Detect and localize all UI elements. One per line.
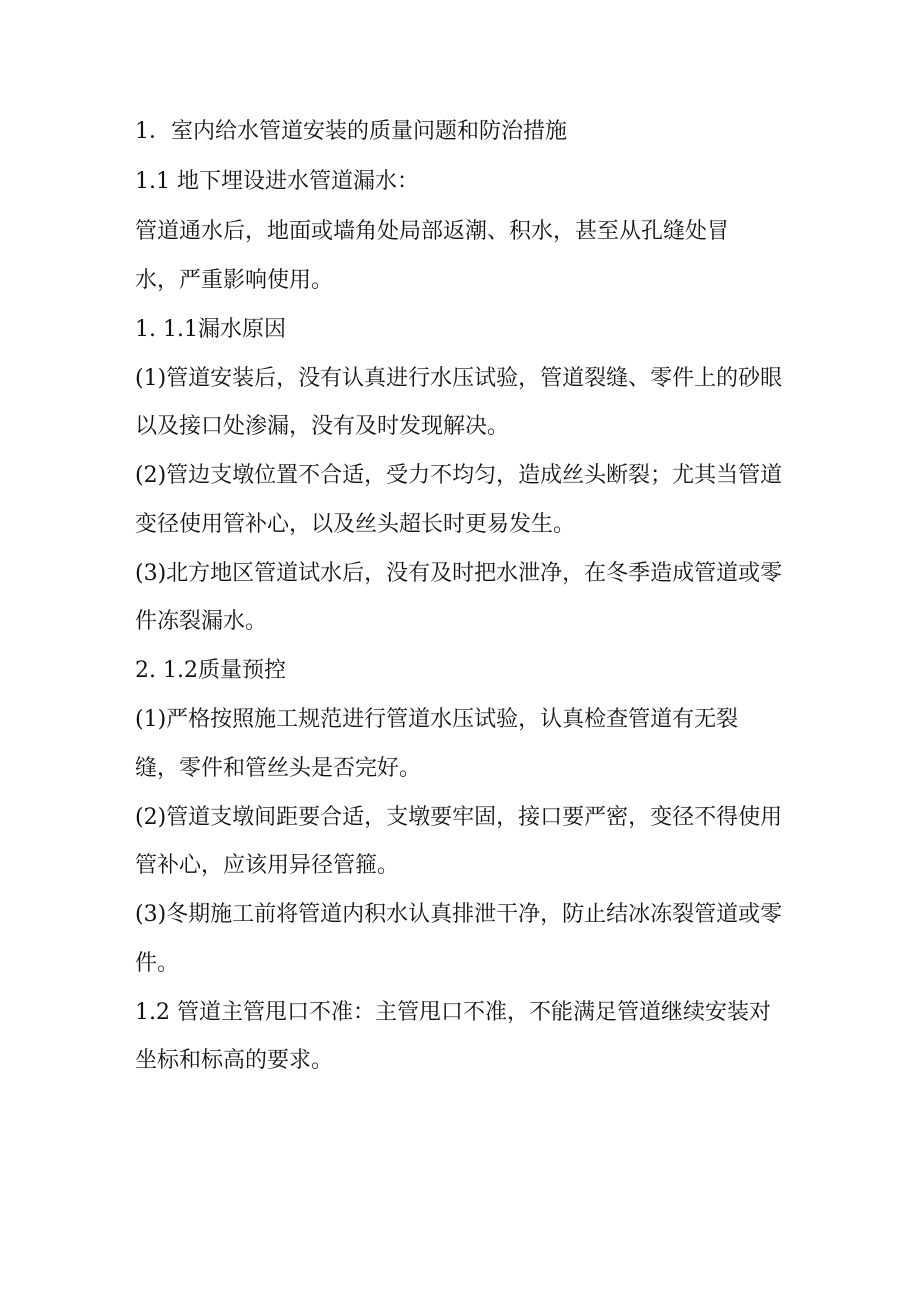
paragraph-line: 变径使用管补心，以及丝头超长时更易发生。 [135, 512, 576, 537]
paragraph-line: 管道通水后，地面或墙角处局部返潮、积水，甚至从孔缝处冒 [135, 219, 730, 244]
paragraph-line: (2)管边支墩位置不合适，受力不均匀，造成丝头断裂；尤其当管道 [135, 463, 783, 488]
paragraph-line: 以及接口处渗漏，没有及时发现解决。 [135, 414, 510, 439]
paragraph-line: 缝，零件和管丝头是否完好。 [135, 756, 422, 781]
paragraph-line: 管补心，应该用异径管箍。 [135, 853, 400, 878]
heading-section-1: 1．室内给水管道安装的质量问题和防治措施 [135, 119, 567, 144]
paragraph-line: (3)北方地区管道试水后，没有及时把水泄净，在冬季造成管道或零 [135, 561, 783, 586]
paragraph-line: 水，严重影响使用。 [135, 268, 334, 293]
heading-1-1: 1.1 地下埋设进水管道漏水： [135, 169, 419, 194]
paragraph-line: (2)管道支墩间距要合适，支墩要牢固，接口要严密，变径不得使用 [135, 805, 783, 830]
paragraph-line: (3)冬期施工前将管道内积水认真排泄干净，防止结冰冻裂管道或零 [135, 902, 783, 927]
paragraph-line: (1)严格按照施工规范进行管道水压试验，认真检查管道有无裂 [135, 707, 739, 732]
paragraph-line: 坐标和标高的要求。 [135, 1048, 334, 1073]
heading-1-1-1: 1. 1.1漏水原因 [135, 317, 286, 342]
heading-1-2: 1.2 管道主管甩口不准：主管甩口不准，不能满足管道继续安装对 [135, 1000, 771, 1025]
paragraph-line: 件冻裂漏水。 [135, 609, 268, 634]
paragraph-line: 件。 [135, 951, 180, 976]
heading-2-1-2: 2. 1.2质量预控 [135, 658, 286, 683]
paragraph-line: (1)管道安装后，没有认真进行水压试验，管道裂缝、零件上的砂眼 [135, 366, 783, 391]
